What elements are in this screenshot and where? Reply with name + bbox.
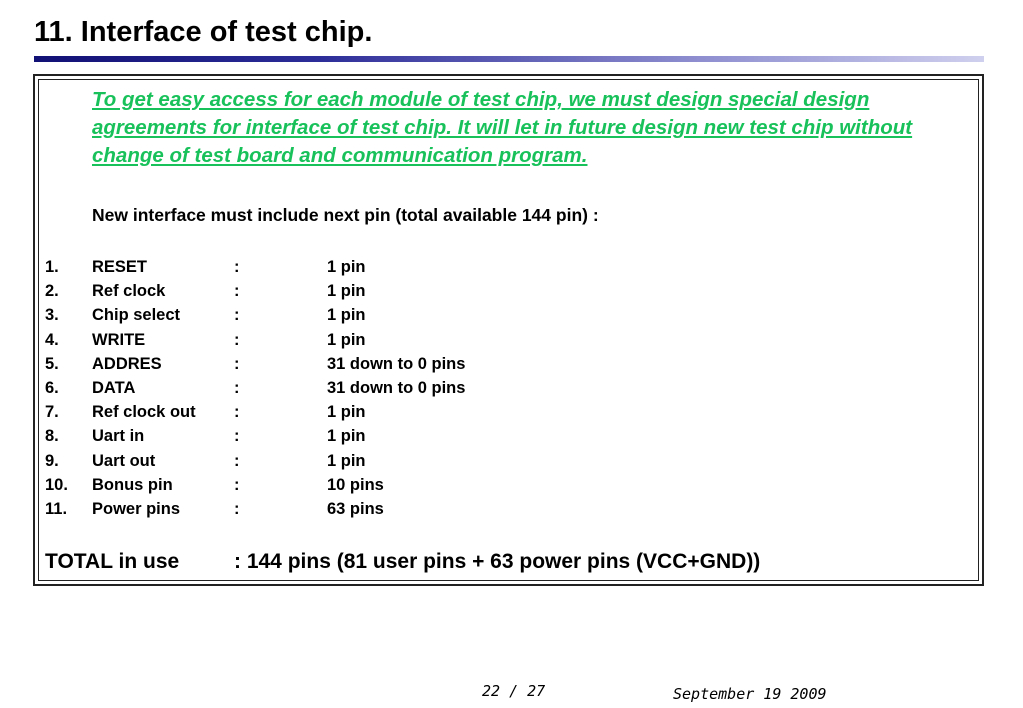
pin-count: 10 pins bbox=[327, 475, 384, 494]
total-label: TOTAL in use bbox=[45, 550, 180, 573]
pin-count: 31 down to 0 pins bbox=[327, 354, 466, 373]
pin-count: 63 pins bbox=[327, 499, 384, 518]
pin-number: 4. bbox=[45, 330, 59, 349]
pin-name: Ref clock out bbox=[92, 403, 196, 422]
pin-count: 31 down to 0 pins bbox=[327, 378, 466, 397]
pin-name: DATA bbox=[92, 378, 136, 397]
pin-number: 9. bbox=[45, 451, 59, 470]
pin-name: RESET bbox=[92, 258, 148, 276]
intro-paragraph: To get easy access for each module of test chip, we must design special design agreements for interface of test chip. It will let in future design new test chip without change of test board and communication program. bbox=[92, 88, 913, 167]
pin-number: 6. bbox=[45, 378, 59, 397]
footer-date: September 19 2009 bbox=[673, 685, 827, 703]
pin-name: Uart out bbox=[92, 451, 156, 470]
pin-count: 1 pin bbox=[327, 427, 366, 446]
pin-separator: : bbox=[234, 258, 240, 276]
pin-name: ADDRES bbox=[92, 354, 162, 373]
pin-count: 1 pin bbox=[327, 306, 366, 325]
pin-name: WRITE bbox=[92, 330, 146, 349]
pin-separator: : bbox=[234, 330, 240, 349]
page-number: 22 / 27 bbox=[482, 682, 546, 700]
pin-number: 5. bbox=[45, 354, 59, 373]
pin-count: 1 pin bbox=[327, 258, 366, 276]
pin-separator: : bbox=[234, 378, 240, 397]
pin-separator: : bbox=[234, 403, 240, 422]
pin-separator: : bbox=[234, 451, 240, 470]
pin-number: 7. bbox=[45, 403, 59, 422]
pin-separator: : bbox=[234, 499, 240, 518]
pin-count: 1 pin bbox=[327, 330, 366, 349]
pin-count: 1 pin bbox=[327, 403, 366, 422]
pin-number: 8. bbox=[45, 427, 59, 446]
pin-requirements-heading: New interface must include next pin (total available 144 pin) : bbox=[92, 205, 599, 225]
pin-separator: : bbox=[234, 306, 240, 325]
pin-separator: : bbox=[234, 475, 240, 494]
pin-count: 1 pin bbox=[327, 282, 366, 301]
pin-name: Bonus pin bbox=[92, 475, 173, 494]
pin-number: 1. bbox=[45, 258, 59, 276]
pin-number: 10. bbox=[45, 475, 68, 494]
pin-number: 3. bbox=[45, 306, 59, 325]
pin-separator: : bbox=[234, 282, 240, 301]
pin-name: Uart in bbox=[92, 427, 145, 446]
total-value: : 144 pins (81 user pins + 63 power pins (VCC+GND)) bbox=[234, 550, 761, 573]
pin-name: Chip select bbox=[92, 306, 181, 325]
pin-number: 2. bbox=[45, 282, 59, 301]
pin-name: Power pins bbox=[92, 499, 181, 518]
pin-separator: : bbox=[234, 427, 240, 446]
pin-name: Ref clock bbox=[92, 282, 166, 301]
title-underline-bar bbox=[34, 56, 984, 62]
pin-number: 11. bbox=[45, 499, 68, 518]
pin-separator: : bbox=[234, 354, 240, 373]
pin-count: 1 pin bbox=[327, 451, 366, 470]
slide-title: 11. Interface of test chip. bbox=[34, 16, 373, 48]
